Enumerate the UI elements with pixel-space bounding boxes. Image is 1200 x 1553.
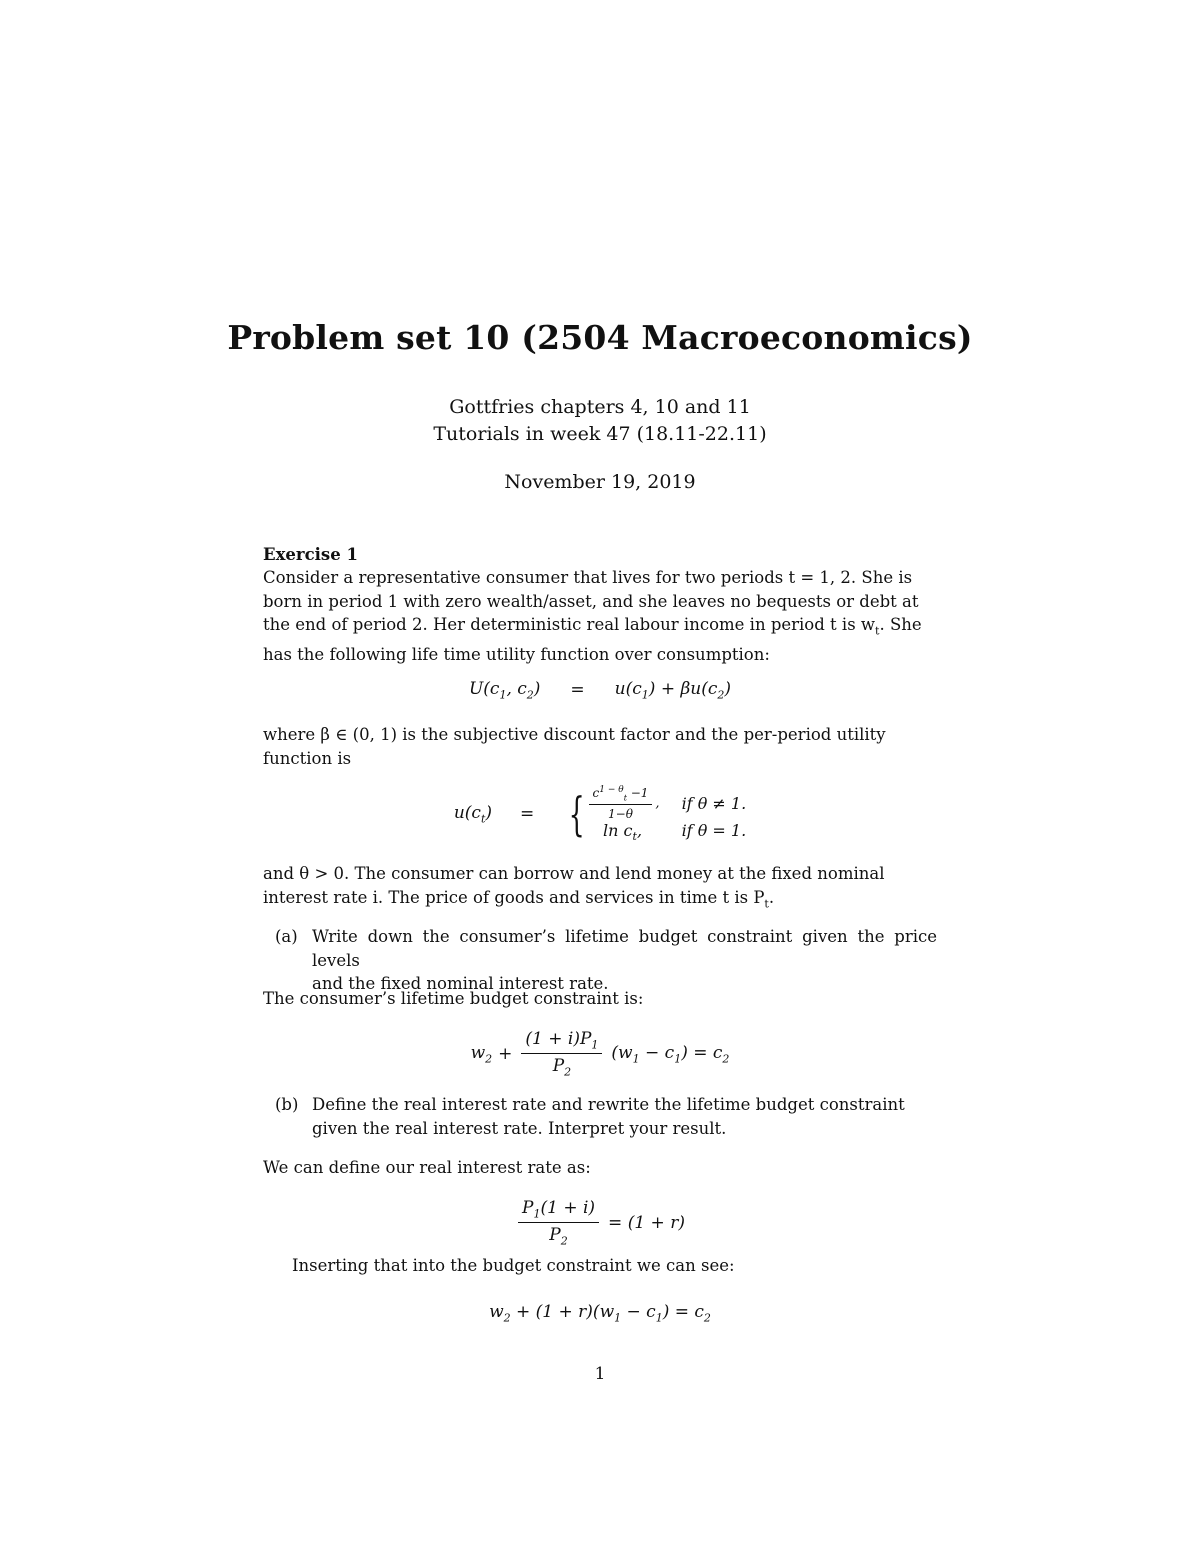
budget-constraint-equation: $w_2$ + $\frac{(1 + i)P_1}{P_2}$ $(w_1 - c_1) = c_2$ — [470, 1029, 730, 1079]
subtitle-tutorials: Tutorials in week 47 (18.11-22.11) — [433, 423, 767, 445]
and-line-2: interest rate i. The price of goods and services in time t is $P_t$. — [263, 887, 775, 910]
question-b-label: (b) — [275, 1095, 299, 1114]
real-interest-equation: $\frac{P_1(1 + i)}{P_2}$ = (1 + r) — [0, 1198, 1200, 1248]
intro-line-3: the end of period 2. Her deterministic real labour income in period t is $w_t$. She — [263, 615, 922, 638]
and-paragraph — [263, 862, 937, 915]
exercise-heading — [263, 543, 937, 567]
where-line-2: function is — [263, 748, 352, 768]
question-b-text: Define the real interest rate and rewrite the lifetime budget constraint given the real interest rate. Interpret your result. — [312, 1095, 905, 1138]
and-line-1: and θ > 0. The consumer can borrow and lend money at the fixed nominal — [263, 864, 885, 883]
page-number: 1 — [594, 1364, 606, 1384]
document-date: November 19, 2019 — [504, 471, 696, 493]
intro-line-2: born in period 1 with zero wealth/asset, and she leaves no bequests or debt at — [263, 591, 919, 611]
exercise-title: Exercise 1 — [263, 545, 358, 564]
page-title: Problem set 10 (2504 Macroeconomics) — [227, 318, 973, 357]
utility-equation: $U(c_1$, $c_2$) = $u(c_1) + \beta u(c_2)$ — [468, 679, 732, 702]
intro-line-1: Consider a representative consumer that lives for two periods t = 1, 2. She is — [263, 568, 913, 587]
where-paragraph — [263, 723, 937, 770]
exercise-intro — [263, 566, 937, 666]
intro-line-4: has the following life time utility function over consumption: — [263, 644, 770, 664]
where-line-1: where β ∈ (0, 1) is the subjective discount factor and the per-period utility — [263, 725, 886, 744]
question-a-label: (a) — [275, 927, 298, 946]
piecewise-cases: { $\frac{c^{1 - \theta}_t -1}{1-\theta}$ , if θ ≠ 1. $\ln c_t$, if θ = 1. — [568, 785, 747, 844]
subtitle-chapters: Gottfries chapters 4, 10 and 11 — [449, 396, 751, 418]
question-a-text: Write down the consumer’s lifetime budget constraint given the price levels and the fixed nominal interest rate. — [312, 927, 937, 993]
answer-a-intro: The consumer’s lifetime budget constraint is: — [263, 989, 644, 1008]
period-utility-equation: $u(c_t)$ = { $\frac{c^{1 - \theta}_t -1}{1-\theta}$ , if θ ≠ 1. $\ln c_t$, if θ = 1. — [453, 785, 747, 844]
inserting-text: Inserting that into the budget constraint we can see: — [292, 1256, 735, 1275]
real-budget-constraint-equation: $w_2 + (1 + r)(w_1 - c_1) = c_2$ — [489, 1302, 711, 1325]
answer-b-intro: We can define our real interest rate as: — [263, 1158, 591, 1177]
